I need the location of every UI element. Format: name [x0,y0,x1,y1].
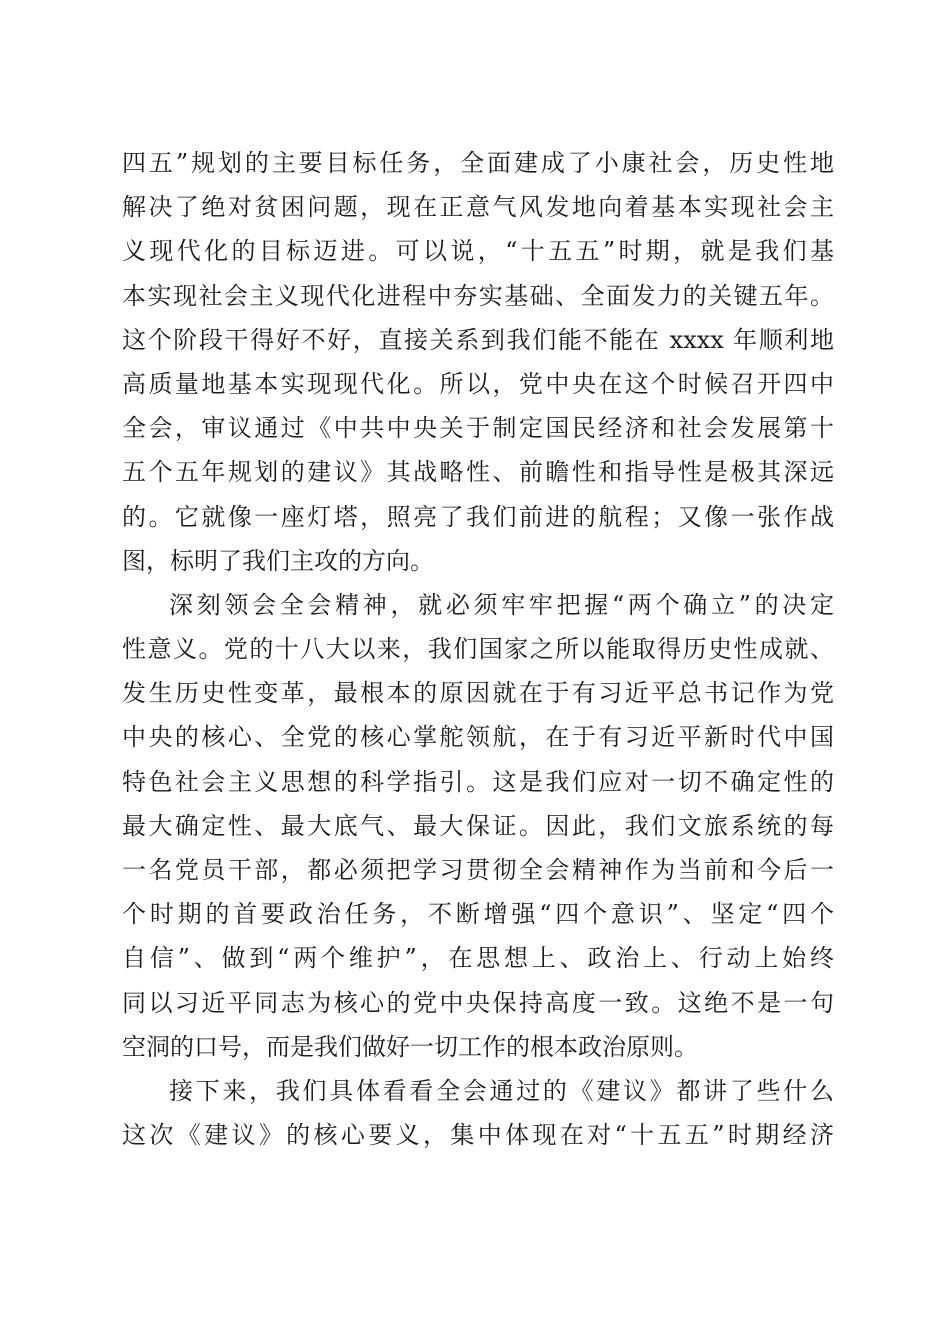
paragraph-3-line: 接下来，我们具体看看全会通过的《建议》都讲了些什么 [169,1076,834,1105]
paragraph-2-line: 深刻领会全会精神，就必须牢牢把握“两个确立”的决定 [169,590,834,619]
paragraph-1-line: 这个阶段干得好不好，直接关系到我们能不能在 xxxx 年顺利地 [122,325,834,354]
paragraph-1-line: 全会，审议通过《中共中央关于制定国民经济和社会发展第十 [122,414,834,443]
paragraph-2-line: 特色社会主义思想的科学指引。这是我们应对一切不确定性的 [122,767,834,796]
paragraph-1-line: 解决了绝对贫困问题，现在正意气风发地向着基本实现社会主 [122,193,834,222]
paragraph-2-line: 个时期的首要政治任务，不断增强“四个意识”、坚定“四个 [122,900,834,929]
paragraph-1-line: 图，标明了我们主攻的方向。 [122,546,434,575]
paragraph-1-line: 的。它就像一座灯塔，照亮了我们前进的航程；又像一张作战 [122,502,834,531]
paragraph-2-line: 同以习近平同志为核心的党中央保持高度一致。这绝不是一句 [122,988,834,1017]
paragraph-2-line: 最大确定性、最大底气、最大保证。因此，我们文旅系统的每 [122,811,834,840]
paragraph-1-line: 本实现社会主义现代化进程中夯实基础、全面发力的关键五年。 [122,281,834,310]
paragraph-2-line: 发生历史性变革，最根本的原因就在于有习近平总书记作为党 [122,679,834,708]
paragraph-2-line: 中央的核心、全党的核心掌舵领航，在于有习近平新时代中国 [122,723,834,752]
paragraph-1-line: 高质量地基本实现现代化。所以，党中央在这个时候召开四中 [122,369,834,398]
paragraph-1-line: 五个五年规划的建议》其战略性、前瞻性和指导性是极其深远 [122,458,834,487]
paragraph-2-line: 性意义。党的十八大以来，我们国家之所以能取得历史性成就、 [122,635,834,664]
paragraph-2-line: 一名党员干部，都必须把学习贯彻全会精神作为当前和今后一 [122,856,834,884]
body-text [122,141,834,1157]
paragraph-2-line: 自信”、做到“两个维护”，在思想上、政治上、行动上始终 [122,944,834,973]
paragraph-2-line: 空洞的口号，而是我们做好一切工作的根本政治原则。 [122,1032,698,1061]
paragraph-1-line: 四五”规划的主要目标任务，全面建成了小康社会，历史性地 [122,149,834,177]
paragraph-3-line: 这次《建议》的核心要义，集中体现在对“十五五”时期经济 [122,1121,834,1150]
paragraph-1-line: 义现代化的目标迈进。可以说，“十五五”时期，就是我们基 [122,237,834,266]
